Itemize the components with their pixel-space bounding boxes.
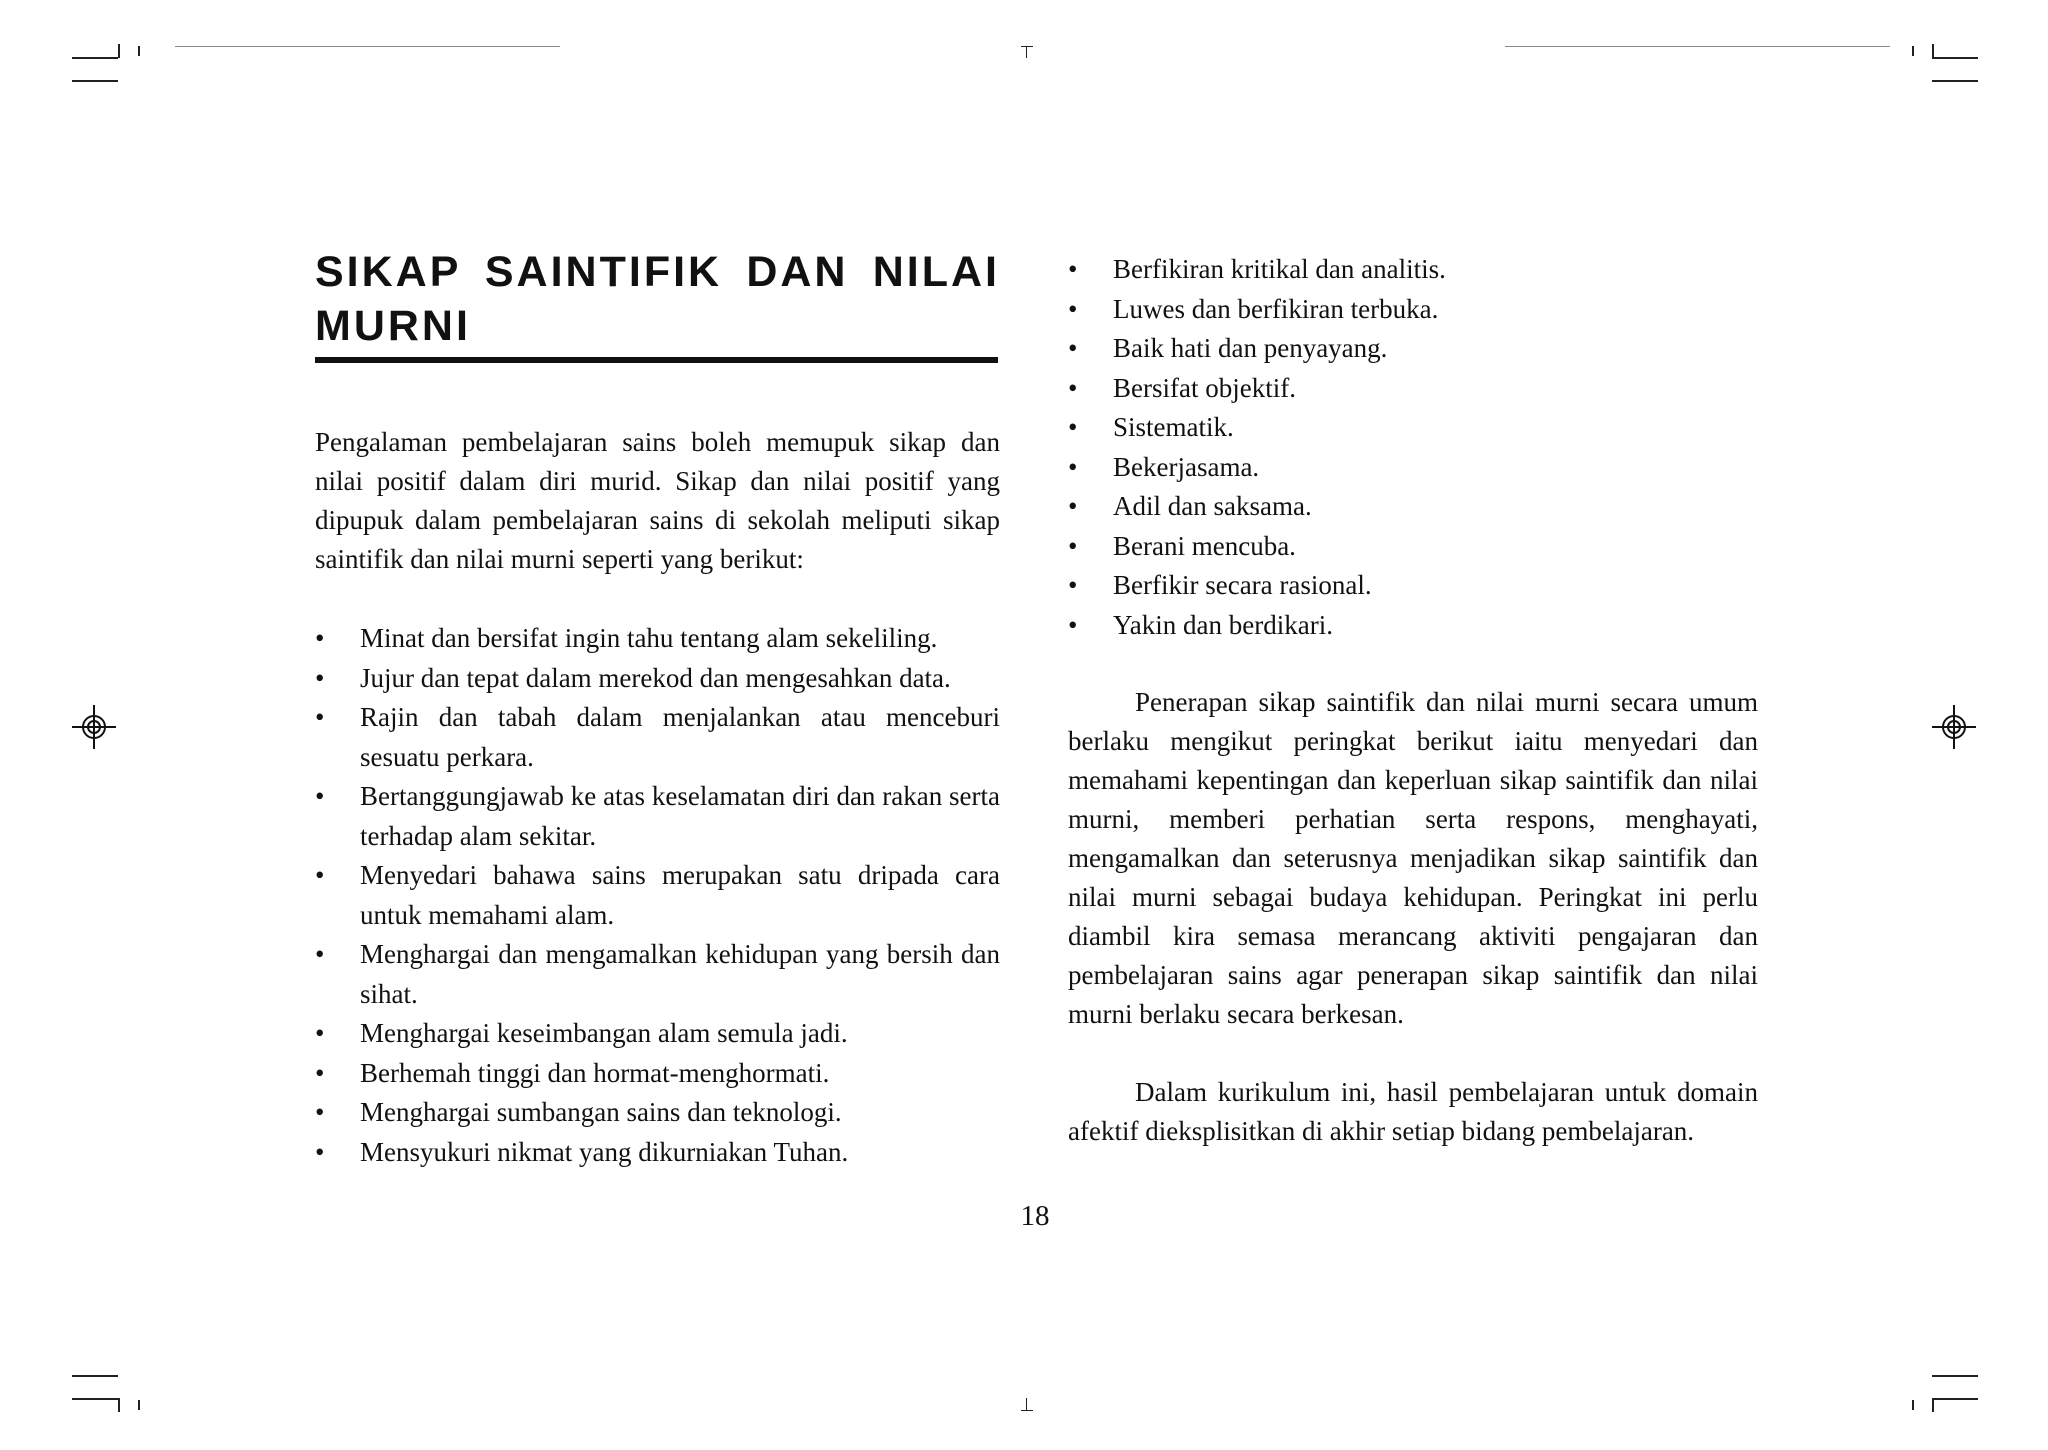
registration-mark-icon	[1932, 705, 1976, 749]
list-item: • Mensyukuri nikmat yang dikurniakan Tuhan.	[315, 1133, 1000, 1173]
crop-mark	[72, 80, 118, 82]
registration-mark-icon	[72, 705, 116, 749]
crop-mark	[1932, 1398, 1934, 1412]
crop-mark	[72, 1375, 118, 1377]
bullet-icon: •	[1068, 609, 1078, 640]
title-underline	[315, 357, 998, 363]
bullet-icon: •	[1068, 530, 1078, 561]
crop-mark	[1932, 80, 1978, 82]
intro-paragraph: Pengalaman pembelajaran sains boleh memupuk sikap dan nilai positif dalam diri murid. Sikap dan nilai positif yang dipupuk dalam pembelajaran sains di sekolah meliputi sikap saintifik dan nilai murni seperti yang berikut:	[315, 427, 1000, 574]
list-item: • Menghargai dan mengamalkan kehidupan yang bersih dan sihat.	[315, 935, 1000, 1014]
crop-mark	[118, 1398, 120, 1412]
list-item: • Yakin dan berdikari.	[1068, 606, 1758, 646]
crop-line	[1505, 46, 1890, 47]
bullet-icon: •	[315, 662, 325, 693]
crop-mark	[1912, 46, 1914, 56]
list-item: • Jujur dan tepat dalam merekod dan mengesahkan data.	[315, 659, 1000, 699]
list-item: • Berfikiran kritikal dan analitis.	[1068, 250, 1758, 290]
bullet-icon: •	[1068, 293, 1078, 324]
list-item: • Menghargai sumbangan sains dan teknologi.	[315, 1093, 1000, 1133]
list-item: • Adil dan saksama.	[1068, 487, 1758, 527]
bullet-icon: •	[1068, 254, 1078, 284]
bullet-icon: •	[1068, 491, 1078, 521]
bullet-icon: •	[315, 1097, 325, 1127]
list-item: • Luwes dan berfikiran terbuka.	[1068, 290, 1758, 330]
left-column	[315, 245, 1000, 1172]
list-item: • Rajin dan tabah dalam menjalankan atau menceburi sesuatu perkara.	[315, 698, 1000, 777]
center-mark	[1021, 1410, 1033, 1411]
bullet-icon: •	[315, 702, 325, 732]
crop-mark	[1932, 1398, 1978, 1400]
list-item: • Menghargai keseimbangan alam semula jadi.	[315, 1014, 1000, 1054]
crop-mark	[72, 1398, 118, 1400]
bullet-icon: •	[315, 939, 325, 969]
body-paragraph-2: Dalam kurikulum ini, hasil pembelajaran untuk domain afektif dieksplisitkan di akhir setiap bidang pembelajaran.	[1068, 1077, 1758, 1146]
center-mark	[1026, 1398, 1027, 1410]
bullet-icon: •	[315, 1057, 325, 1088]
bullet-icon: •	[315, 1018, 325, 1048]
list-item: • Minat dan bersifat ingin tahu tentang alam sekeliling.	[315, 619, 1000, 659]
bullet-icon: •	[315, 781, 325, 811]
list-item: • Berani mencuba.	[1068, 527, 1758, 567]
crop-mark	[1912, 1400, 1914, 1410]
crop-mark	[1932, 1375, 1978, 1377]
bullet-icon: •	[1068, 451, 1078, 482]
bullet-icon: •	[315, 860, 325, 890]
crop-mark	[1932, 57, 1978, 59]
body-paragraph-1: Penerapan sikap saintifik dan nilai murni secara umum berlaku mengikut peringkat berikut iaitu menyedari dan memahami kepentingan dan keperluan sikap saintifik dan nilai murni, memberi perhatian serta respons, menghayati, mengamalkan dan seterusnya menjadikan sikap saintifik dan nilai murni sebagai budaya kehidupan. Peringkat ini perlu diambil kira semasa merancang aktiviti pengajaran dan pembelajaran sains agar penerapan sikap saintifik dan nilai murni berlaku secara berkesan.	[1068, 687, 1758, 1029]
page-number: 18	[1020, 1200, 1050, 1232]
center-mark	[1021, 46, 1033, 47]
bullet-icon: •	[315, 1136, 325, 1167]
list-item: • Baik hati dan penyayang.	[1068, 329, 1758, 369]
bullet-icon: •	[1068, 412, 1078, 442]
crop-mark	[1932, 44, 1934, 58]
bullet-icon: •	[1068, 570, 1078, 600]
list-item: • Bekerjasama.	[1068, 448, 1758, 488]
list-item: • Bersifat objektif.	[1068, 369, 1758, 409]
crop-mark	[138, 1400, 140, 1410]
left-bullet-list	[315, 619, 1000, 1172]
list-item: • Berhemah tinggi dan hormat-menghormati.	[315, 1054, 1000, 1094]
right-column	[1068, 250, 1758, 1151]
bullet-icon: •	[1068, 372, 1078, 403]
bullet-icon: •	[1068, 333, 1078, 363]
right-bullet-list	[1068, 250, 1758, 645]
title-line-1: SIKAP SAINTIFIK DAN NILAI	[315, 248, 1000, 296]
list-item: • Menyedari bahawa sains merupakan satu dripada cara untuk memahami alam.	[315, 856, 1000, 935]
crop-mark	[118, 44, 120, 58]
list-item: • Berfikir secara rasional.	[1068, 566, 1758, 606]
crop-line	[175, 46, 560, 47]
list-item: • Bertanggungjawab ke atas keselamatan diri dan rakan serta terhadap alam sekitar.	[315, 777, 1000, 856]
crop-mark	[72, 57, 118, 59]
center-mark	[1026, 46, 1027, 58]
crop-mark	[138, 46, 140, 56]
page-title	[315, 245, 1000, 353]
bullet-icon: •	[315, 623, 325, 653]
title-line-2: MURNI	[315, 302, 471, 350]
list-item: • Sistematik.	[1068, 408, 1758, 448]
